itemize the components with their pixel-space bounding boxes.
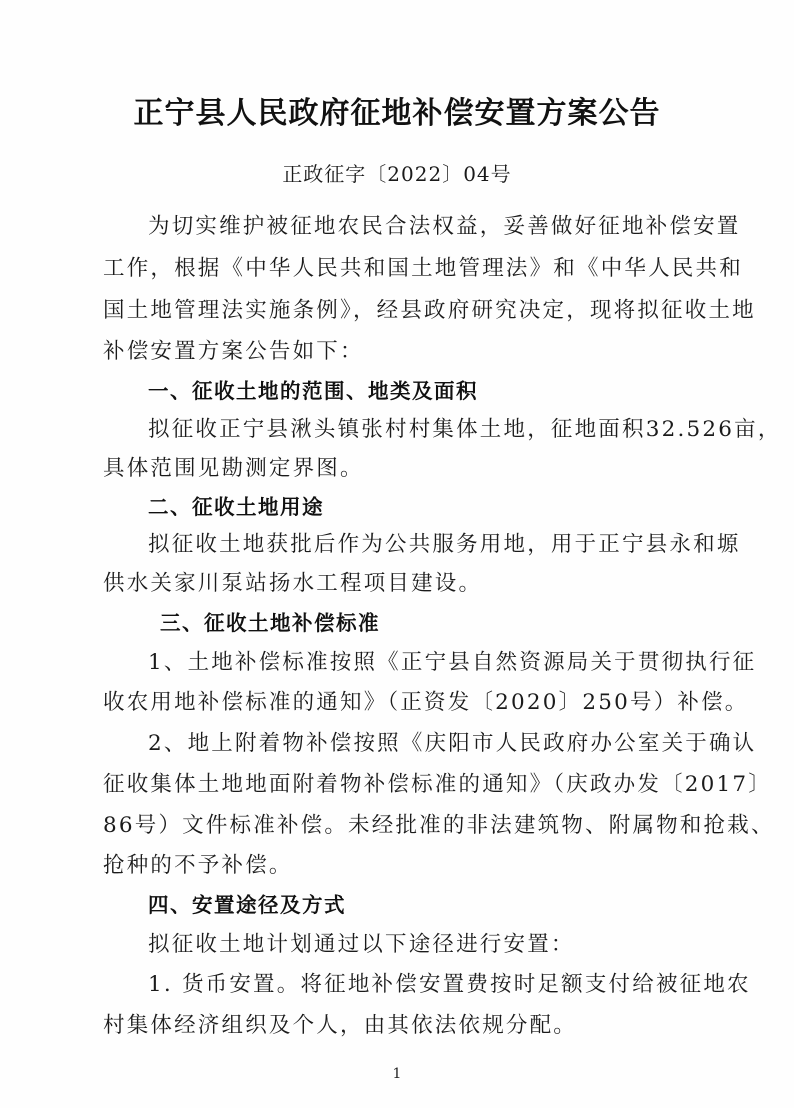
paragraph-line: 具体范围见勘测定界图。: [103, 456, 364, 481]
section-heading: 三、征收土地补偿标准: [160, 611, 380, 635]
paragraph-line: 1、土地补偿标准按照《正宁县自然资源局关于贯彻执行征: [148, 650, 757, 675]
section-heading: 一、征收土地的范围、地类及面积: [148, 379, 478, 403]
intro-line: 工作，根据《中华人民共和国土地管理法》和《中华人民共和: [103, 256, 743, 281]
paragraph-line: 拟征收土地获批后作为公共服务用地，用于正宁县永和塬: [148, 532, 741, 557]
intro-line: 为切实维护被征地农民合法权益，妥善做好征地补偿安置: [148, 214, 741, 239]
paragraph-line: 抢种的不予补偿。: [103, 853, 293, 878]
section-heading: 二、征收土地用途: [148, 495, 324, 519]
paragraph-line: 拟征收土地计划通过以下途径进行安置：: [148, 932, 575, 957]
paragraph-line: 征收集体土地地面附着物补偿标准的通知》（庆政办发〔2017〕: [103, 772, 772, 797]
paragraph-line: 2、地上附着物补偿按照《庆阳市人民政府办公室关于确认: [148, 731, 757, 756]
paragraph-line: 拟征收正宁县湫头镇张村村集体土地，征地面积32.526亩，: [148, 417, 782, 442]
paragraph-line: 村集体经济组织及个人，由其依法依规分配。: [103, 1013, 578, 1038]
document-title: 正宁县人民政府征地补偿安置方案公告: [133, 96, 661, 131]
paragraph-line: 86号）文件标准补偿。未经批准的非法建筑物、附属物和抢栽、: [103, 813, 775, 838]
page-number: 1: [392, 1066, 402, 1082]
paragraph-line: 收农用地补偿标准的通知》（正资发〔2020〕250号）补偿。: [103, 690, 749, 715]
section-heading: 四、安置途径及方式: [148, 893, 346, 917]
intro-line: 补偿安置方案公告如下：: [103, 339, 364, 364]
document-number: 正政征字〔2022〕04号: [282, 162, 512, 186]
intro-line: 国土地管理法实施条例》，经县政府研究决定，现将拟征收土地: [103, 298, 756, 323]
paragraph-line: 1. 货币安置。将征地补偿安置费按时足额支付给被征地农: [148, 972, 751, 997]
paragraph-line: 供水关家川泵站扬水工程项目建设。: [103, 571, 483, 596]
